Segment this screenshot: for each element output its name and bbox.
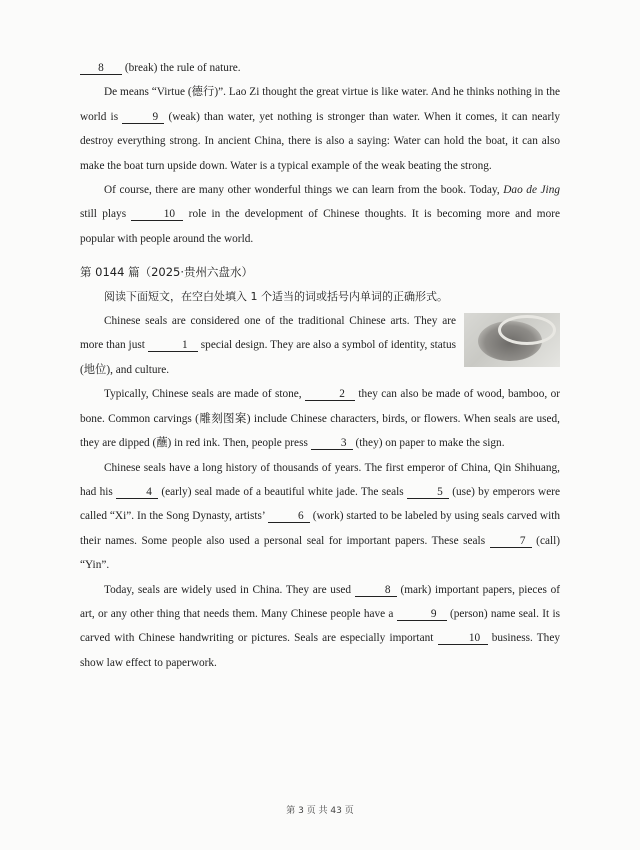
text: (early) seal made of a beautiful white jade. The seals [158,485,407,498]
text: still plays [80,208,132,221]
text: (work) started to be labeled by using seals carved with their names. Some people also used a personal seal for important papers. These seals [80,510,560,547]
text: (person) name seal. It is carved with Chinese handwriting or pictures. Seals are especially important [80,607,560,645]
passage-paragraph-1 [80,309,560,382]
blank-4: 4 [116,486,158,499]
text: Of course, there are many other wonderful things we can learn from the book. Today, [104,184,504,197]
text: (they) on paper to make the sign. [352,437,505,450]
blank-5: 5 [407,486,449,499]
seal-image [464,313,560,367]
paragraph-virtue [80,80,560,178]
paragraph-of-course [80,178,560,251]
blank-6: 6 [268,510,310,523]
passage-paragraph-4 [80,578,560,676]
text: (weak) than water, yet nothing is stronger than water. When it comes, it can nearly destroy everything strong. In ancient China, there is also a saying: Water can hold the boat, it can also make the boat turn upside down. Water is a typical example of the weak beating the strong. [80,110,560,172]
text: Typically, Chinese seals are made of stone, [104,388,306,401]
text: De means “Virtue (德行)”. Lao Zi thought the great virtue is like water. And he thinks nothing in the world is [80,86,560,123]
top-line [80,56,560,80]
page-content [80,56,560,675]
blank-8b: 8 [355,584,397,597]
blank-9: 9 [122,111,164,124]
text: (use) by emperors were called “Xi”. In the Song Dynasty, artists’ [80,485,560,523]
text: Chinese seals have a long history of thousands of years. The first emperor of China, Qin Shihuang, had his [80,461,560,498]
blank-3: 3 [311,437,353,450]
book-title: Dao de Jing [503,184,560,197]
passage-paragraph-2 [80,382,560,455]
instruction: 阅读下面短文，在空白处填入 1 个适当的词或括号内单词的正确形式。 [104,289,448,303]
passage-paragraph-3 [80,456,560,578]
page-footer: 第 3 页 共 43 页 [286,806,354,816]
text: special design. They are also a symbol of identity, status (地位), and culture. [80,339,456,376]
text: (break) the rule of nature. [122,62,241,74]
text: Chinese seals are considered one of the traditional Chinese arts. They are more than just [80,315,456,352]
text: Today, seals are widely used in China. They are used [104,583,355,596]
text: role in the development of Chinese thoughts. It is becoming more and more popular with people around the world. [80,208,560,245]
text: business. They show law effect to paperwork. [80,632,560,669]
text: they can also be made of wood, bamboo, or bone. Common carvings (雕刻图案) include Chinese characters, birds, or flowers. When seals are used, they are dipped (蘸) in red ink. Then, people press [80,388,560,450]
blank-7: 7 [490,535,532,548]
section-header: 第 0144 篇（2025·贵州六盘水） [80,265,253,280]
blank-9b: 9 [397,608,447,621]
text: (call) “Yin”. [80,534,561,572]
text: (mark) important papers, pieces of art, or any other thing that needs them. Many Chinese people have a [80,583,560,620]
blank-8: 8 [80,62,122,75]
blank-10b: 10 [438,632,488,645]
blank-2: 2 [305,388,355,401]
blank-10: 10 [131,208,183,221]
blank-1: 1 [148,339,198,352]
